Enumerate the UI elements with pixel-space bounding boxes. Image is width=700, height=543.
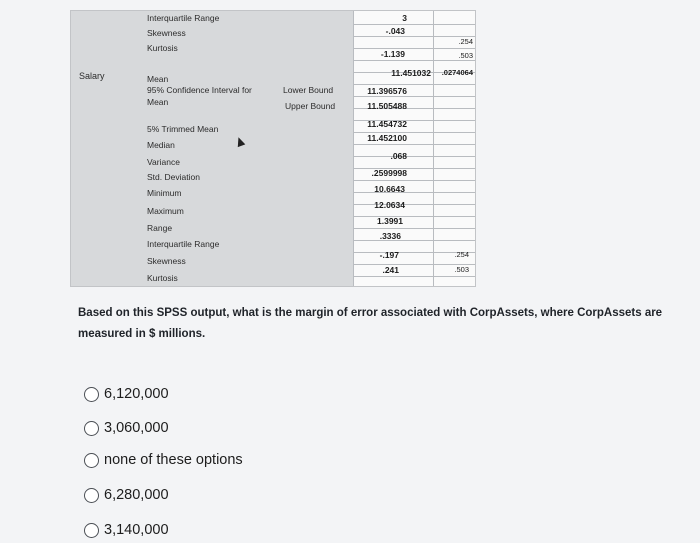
row-label: Kurtosis: [147, 273, 178, 283]
row-label: 5% Trimmed Mean: [147, 124, 219, 134]
row-value: .2599998: [371, 168, 407, 178]
radio-icon[interactable]: [84, 421, 99, 436]
mouse-cursor-icon: [235, 136, 246, 147]
group-label: Salary: [79, 71, 105, 81]
ci-upper-label: Upper Bound: [285, 101, 336, 111]
row-label: Maximum: [147, 206, 184, 216]
row-value: 1.3991: [377, 216, 403, 226]
row-std-error: .0274064: [441, 68, 473, 77]
option-label: 3,140,000: [104, 522, 169, 538]
row-value: 11.452100: [367, 133, 407, 143]
radio-icon[interactable]: [84, 387, 99, 402]
row-value: .3336: [379, 231, 401, 241]
row-label: Minimum: [147, 188, 182, 198]
ci-label-mean: Mean: [147, 97, 169, 107]
option-6120000[interactable]: [84, 384, 169, 404]
row-label: Variance: [147, 157, 180, 167]
ci-lower-label: Lower Bound: [283, 85, 334, 95]
row-label: Skewness: [147, 28, 186, 38]
row-value: 11.451032: [391, 68, 431, 78]
row-value: -.043: [385, 26, 405, 36]
row-value: 3: [402, 13, 407, 23]
option-3140000[interactable]: [84, 520, 169, 540]
option-label: none of these options: [104, 452, 243, 468]
row-value: -.197: [379, 250, 399, 260]
row-value: 12.0634: [374, 200, 405, 210]
option-label: 3,060,000: [104, 420, 169, 436]
row-std-error: .503: [454, 265, 469, 274]
row-value: 11.454732: [367, 119, 407, 129]
radio-icon[interactable]: [84, 523, 99, 538]
radio-icon[interactable]: [84, 488, 99, 503]
row-value: 10.6643: [374, 184, 405, 194]
option-none[interactable]: [84, 450, 243, 470]
row-label: Interquartile Range: [147, 239, 220, 249]
ci-label: 95% Confidence Interval for: [147, 85, 252, 95]
row-std-error: .254: [454, 250, 469, 259]
row-label: Median: [147, 140, 175, 150]
row-label: Kurtosis: [147, 43, 178, 53]
row-std-error: .254: [458, 37, 473, 46]
option-label: 6,280,000: [104, 487, 169, 503]
row-value: -1.139: [380, 49, 405, 59]
question-text: Based on this SPSS output, what is the margin of error associated with CorpAssets, where CorpAssets are measured in $ millions.: [78, 307, 663, 340]
spss-descriptives-table: [70, 10, 476, 287]
option-6280000[interactable]: [84, 485, 169, 505]
row-std-error: .503: [458, 51, 473, 60]
ci-lower-value: 11.396576: [367, 86, 407, 96]
option-3060000[interactable]: [84, 418, 169, 438]
row-value: .068: [390, 151, 407, 161]
radio-icon[interactable]: [84, 453, 99, 468]
row-label: Skewness: [147, 256, 186, 266]
option-label: 6,120,000: [104, 386, 169, 402]
row-label: Std. Deviation: [147, 172, 200, 182]
row-label: Interquartile Range: [147, 13, 220, 23]
row-label: Range: [147, 223, 173, 233]
row-value: .241: [382, 265, 399, 275]
ci-upper-value: 11.505488: [367, 101, 407, 111]
row-label: Mean: [147, 74, 169, 84]
